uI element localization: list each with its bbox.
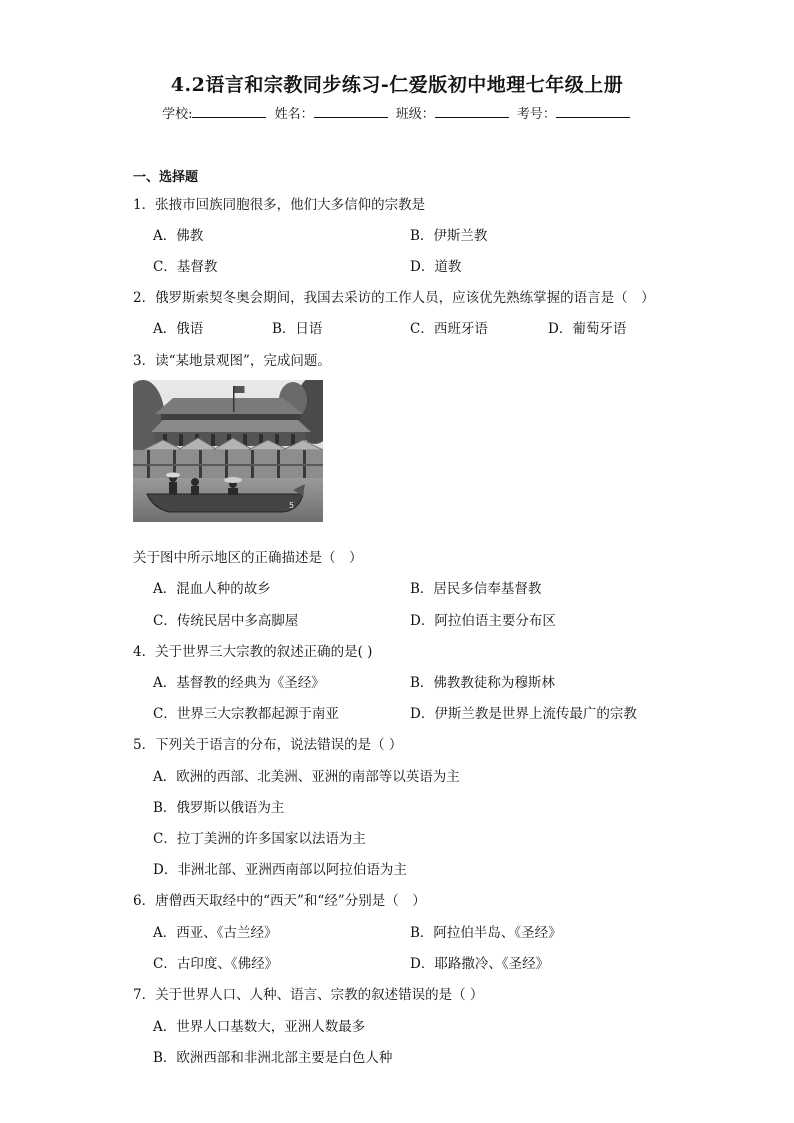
q1-option-b[interactable]: B．伊斯兰教 (410, 228, 488, 244)
name-label: 姓名： (274, 107, 314, 122)
q6-option-d[interactable]: D．耶路撒冷、《圣经》 (410, 956, 550, 972)
question-6-stem: 6．唐僧西天取经中的“西天”和“经”分别是（ ） (133, 893, 426, 909)
q6-option-c[interactable]: C．古印度、《佛经》 (153, 956, 279, 972)
q1-option-d[interactable]: D．道教 (410, 259, 462, 275)
q3-option-b[interactable]: B．居民多信奉基督教 (410, 581, 542, 597)
question-3-substem: 关于图中所示地区的正确描述是（ ） (133, 550, 363, 566)
question-2-stem: 2．俄罗斯索契冬奥会期间，我国去采访的工作人员，应该优先熟练掌握的语言是（ ） (133, 290, 655, 306)
school-label: 学校: (162, 107, 193, 122)
q1-option-c[interactable]: C．基督教 (153, 259, 218, 275)
question-3-stem: 3．读“某地景观图”，完成问题。 (133, 353, 331, 369)
name-blank[interactable] (314, 105, 388, 118)
q3-option-c[interactable]: C．传统民居中多高脚屋 (153, 613, 299, 629)
question-4-stem: 4．关于世界三大宗教的叙述正确的是( ) (133, 644, 373, 660)
question-1-stem: 1．张掖市回族同胞很多，他们大多信仰的宗教是 (133, 197, 426, 213)
q5-option-b[interactable]: B．俄罗斯以俄语为主 (153, 800, 285, 816)
document-title: 4.2语言和宗教同步练习-仁爱版初中地理七年级上册 (170, 74, 624, 96)
boat-number: 5 (289, 501, 295, 510)
student-info-line (0, 103, 794, 122)
q4-option-d[interactable]: D．伊斯兰教是世界上流传最广的宗教 (410, 706, 637, 722)
q2-option-b[interactable]: B．日语 (272, 321, 323, 337)
question-7-stem: 7．关于世界人口、人种、语言、宗教的叙述错误的是（ ） (133, 987, 484, 1003)
q3-option-a[interactable]: A．混血人种的故乡 (153, 581, 271, 597)
stilt-house-boat-image (133, 380, 323, 522)
q3-option-d[interactable]: D．阿拉伯语主要分布区 (410, 613, 556, 629)
landscape-photo (133, 380, 323, 522)
q1-option-a[interactable]: A．佛教 (153, 228, 204, 244)
class-label: 班级： (395, 107, 435, 122)
question-5-stem: 5．下列关于语言的分布，说法错误的是（ ） (133, 737, 403, 753)
q6-option-a[interactable]: A．西亚、《古兰经》 (153, 925, 278, 941)
q5-option-d[interactable]: D．非洲北部、亚洲西南部以阿拉伯语为主 (153, 862, 407, 878)
number-label: 考号： (516, 107, 556, 122)
q7-option-b[interactable]: B．欧洲西部和非洲北部主要是白色人种 (153, 1050, 393, 1066)
q2-option-a[interactable]: A．俄语 (153, 321, 204, 337)
q6-option-b[interactable]: B．阿拉伯半岛、《圣经》 (410, 925, 562, 941)
q7-option-a[interactable]: A．世界人口基数大，亚洲人数最多 (153, 1019, 366, 1035)
section-heading: 一、选择题 (133, 170, 199, 185)
number-blank[interactable] (556, 105, 630, 118)
q4-option-b[interactable]: B．佛教教徒称为穆斯林 (410, 675, 555, 691)
q5-option-a[interactable]: A．欧洲的西部、北美洲、亚洲的南部等以英语为主 (153, 769, 460, 785)
q4-option-a[interactable]: A．基督教的经典为《圣经》 (153, 675, 325, 691)
q5-option-c[interactable]: C．拉丁美洲的许多国家以法语为主 (153, 831, 366, 847)
q2-option-c[interactable]: C．西班牙语 (410, 321, 488, 337)
q2-option-d[interactable]: D．葡萄牙语 (548, 321, 627, 337)
class-blank[interactable] (435, 105, 509, 118)
q4-option-c[interactable]: C．世界三大宗教都起源于南亚 (153, 706, 339, 722)
school-blank[interactable] (192, 105, 266, 118)
